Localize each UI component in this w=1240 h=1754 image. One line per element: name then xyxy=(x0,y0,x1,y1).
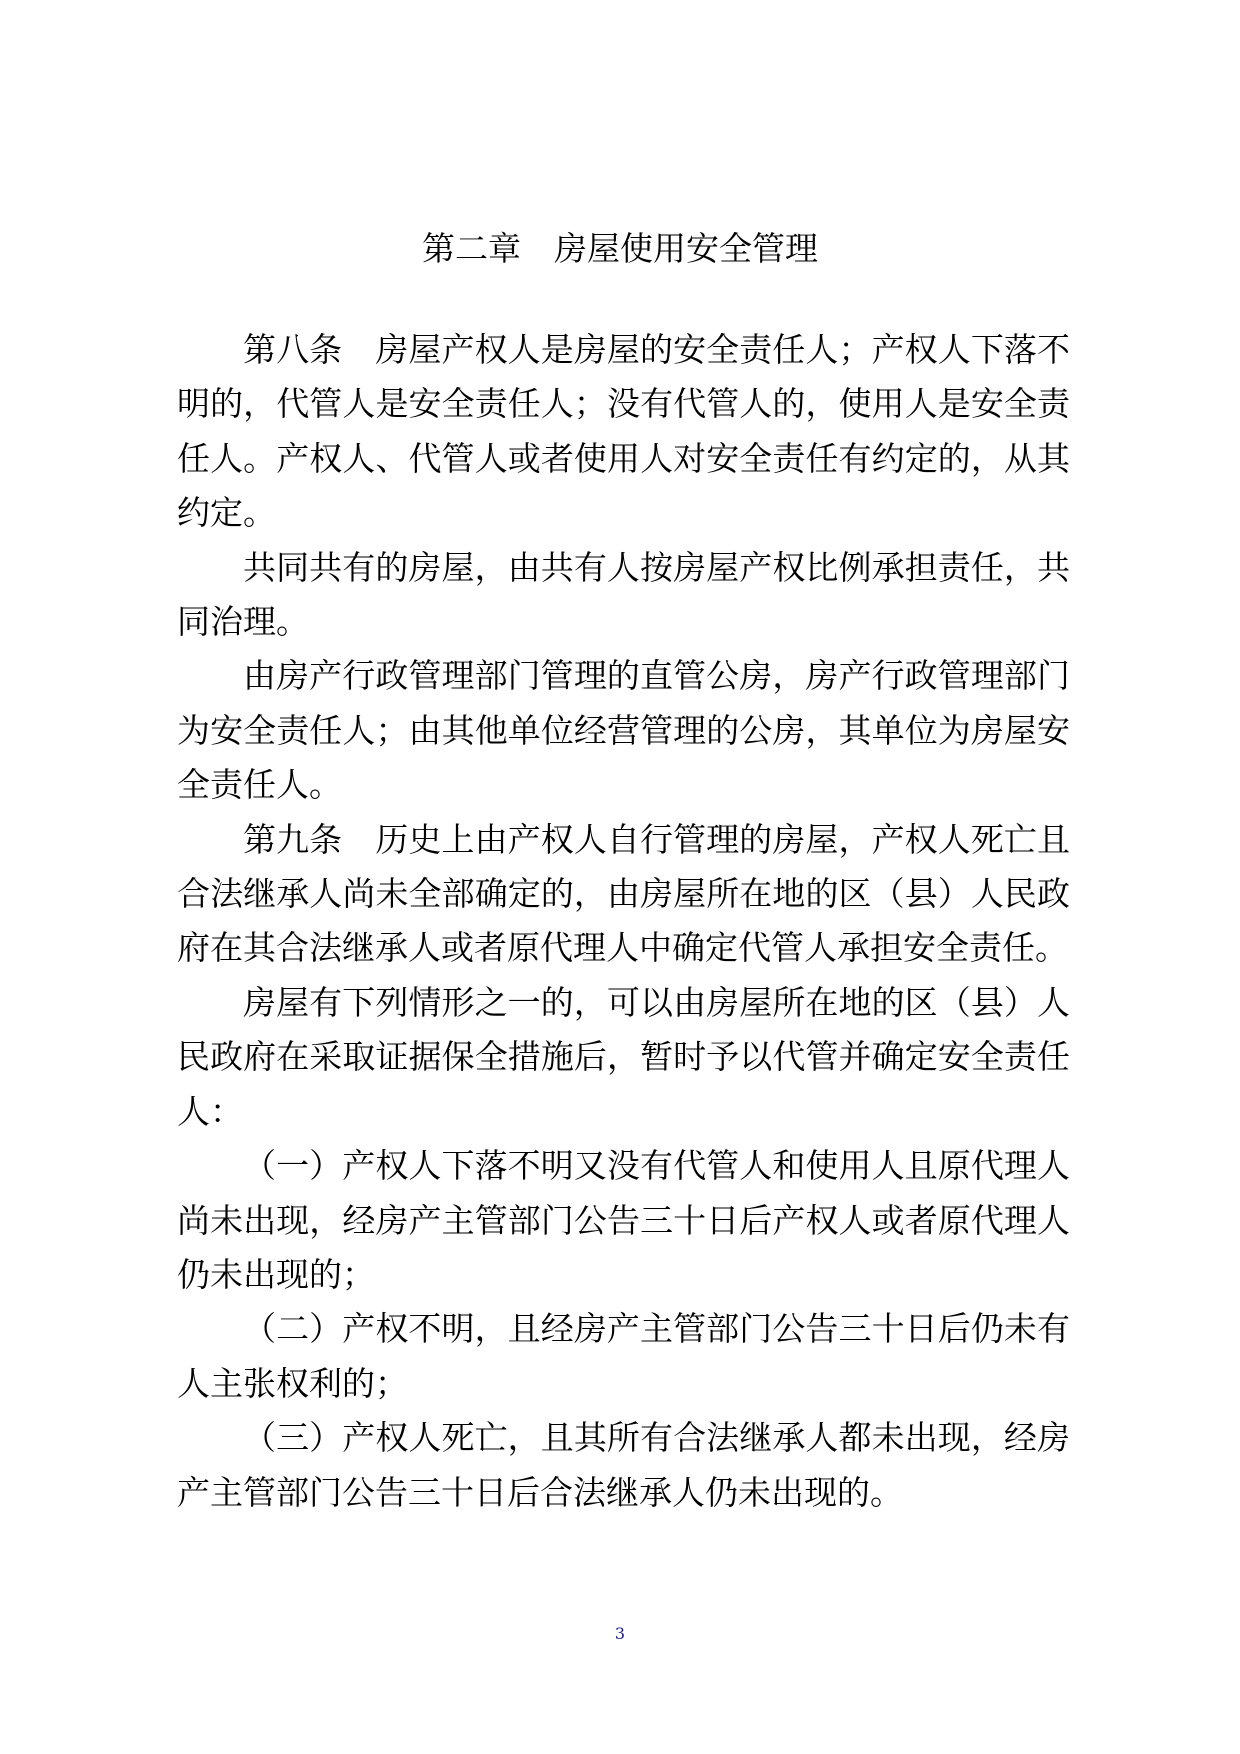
paragraph-item-1: （一）产权人下落不明又没有代管人和使用人且原代理人尚未出现，经房产主管部门公告三十日后产权人或者原代理人仍未出现的； xyxy=(177,1146,1070,1294)
paragraph-item-3: （三）产权人死亡，且其所有合法继承人都未出现，经房产主管部门公告三十日后合法继承人仍未出现的。 xyxy=(177,1418,1070,1512)
paragraph-article-8: 第八条 房屋产权人是房屋的安全责任人；产权人下落不明的，代管人是安全责任人；没有代管人的，使用人是安全责任人。产权人、代管人或者使用人对安全责任有约定的，从其约定。 xyxy=(177,330,1070,533)
page-number: 3 xyxy=(614,1624,626,1643)
paragraph-public-housing: 由房产行政管理部门管理的直管公房，房产行政管理部门为安全责任人；由其他单位经营管理的公房，其单位为房屋安全责任人。 xyxy=(177,656,1070,805)
paragraph-custody-conditions: 房屋有下列情形之一的，可以由房屋所在地的区（县）人民政府在采取证据保全措施后，暂时予以代管并确定安全责任人： xyxy=(177,982,1070,1131)
document-body xyxy=(177,323,1070,1520)
chapter-title: 第二章 房屋使用安全管理 xyxy=(422,229,818,268)
paragraph-joint-ownership: 共同共有的房屋，由共有人按房屋产权比例承担责任，共同治理。 xyxy=(177,547,1070,642)
paragraph-item-2: （二）产权不明，且经房产主管部门公告三十日后仍未有人主张权利的； xyxy=(177,1309,1070,1403)
paragraph-article-9: 第九条 历史上由产权人自行管理的房屋，产权人死亡且合法继承人尚未全部确定的，由房屋所在地的区（县）人民政府在其合法继承人或者原代理人中确定代管人承担安全责任。 xyxy=(177,819,1070,968)
